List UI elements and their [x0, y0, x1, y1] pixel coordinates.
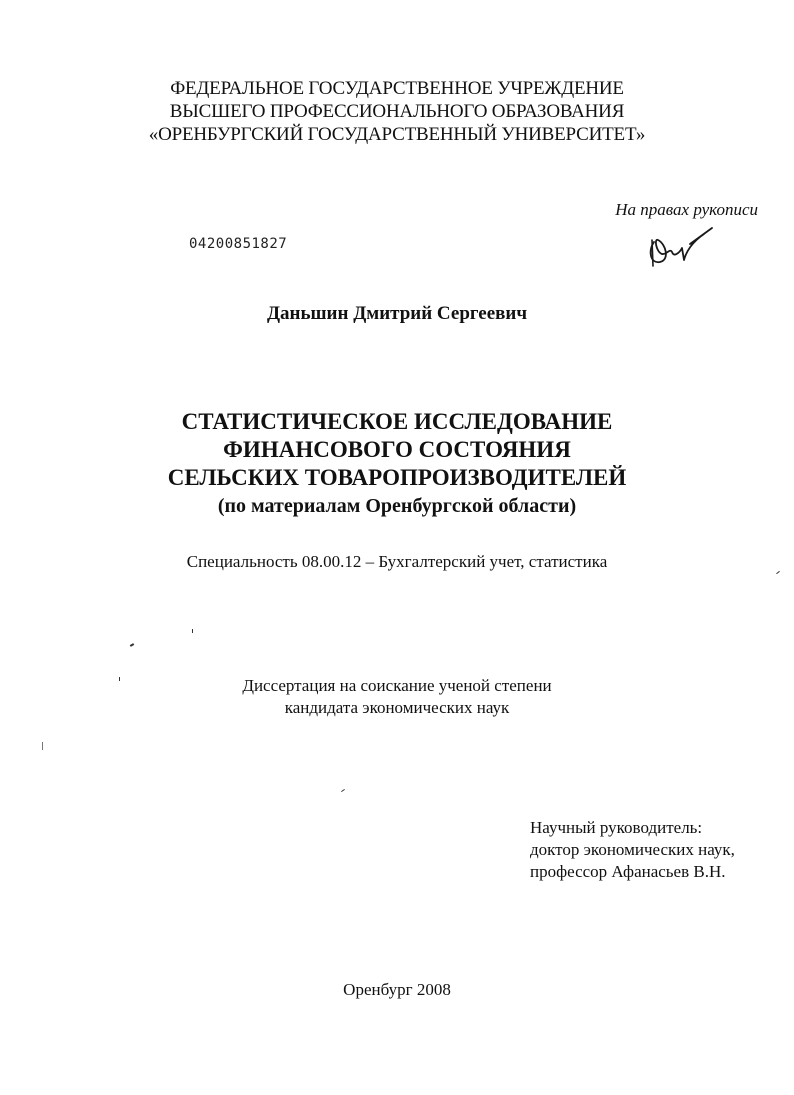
degree-line: Диссертация на соискание ученой степени	[242, 676, 552, 695]
city-year: Оренбург 2008	[343, 980, 451, 999]
institution-line: ФЕДЕРАЛЬНОЕ ГОСУДАРСТВЕННОЕ УЧРЕЖДЕНИЕ	[170, 78, 624, 99]
dissertation-title	[0, 408, 794, 520]
manuscript-note: На правах рукописи	[615, 200, 758, 219]
author-name: Даньшин Дмитрий Сергеевич	[266, 303, 528, 324]
scan-speck	[42, 742, 43, 750]
institution-line: «ОРЕНБУРГСКИЙ ГОСУДАРСТВЕННЫЙ УНИВЕРСИТЕТ»	[148, 124, 646, 145]
title-line: СТАТИСТИЧЕСКОЕ ИССЛЕДОВАНИЕ	[181, 409, 613, 434]
specialty-line: Специальность 08.00.12 – Бухгалтерский учет, статистика	[186, 552, 608, 571]
supervisor-block	[530, 817, 735, 883]
degree-statement	[0, 675, 794, 719]
title-subtitle: (по материалам Оренбургской области)	[217, 495, 577, 517]
scan-speck	[130, 643, 134, 647]
handwritten-signature	[640, 222, 730, 272]
scan-speck	[119, 677, 120, 681]
supervisor-line: доктор экономических наук,	[530, 840, 735, 859]
institution-line: ВЫСШЕГО ПРОФЕССИОНАЛЬНОГО ОБРАЗОВАНИЯ	[169, 101, 625, 122]
supervisor-line: профессор Афанасьев В.Н.	[530, 862, 726, 881]
degree-line: кандидата экономических наук	[284, 698, 510, 717]
catalog-number: 04200851827	[189, 236, 288, 252]
scan-speck	[776, 571, 780, 574]
title-line: ФИНАНСОВОГО СОСТОЯНИЯ	[223, 437, 571, 462]
supervisor-line: Научный руководитель:	[530, 818, 703, 837]
scan-speck	[341, 789, 345, 792]
institution-header	[0, 77, 794, 146]
scan-speck	[192, 629, 193, 633]
title-line: СЕЛЬСКИХ ТОВАРОПРОИЗВОДИТЕЛЕЙ	[167, 465, 627, 490]
